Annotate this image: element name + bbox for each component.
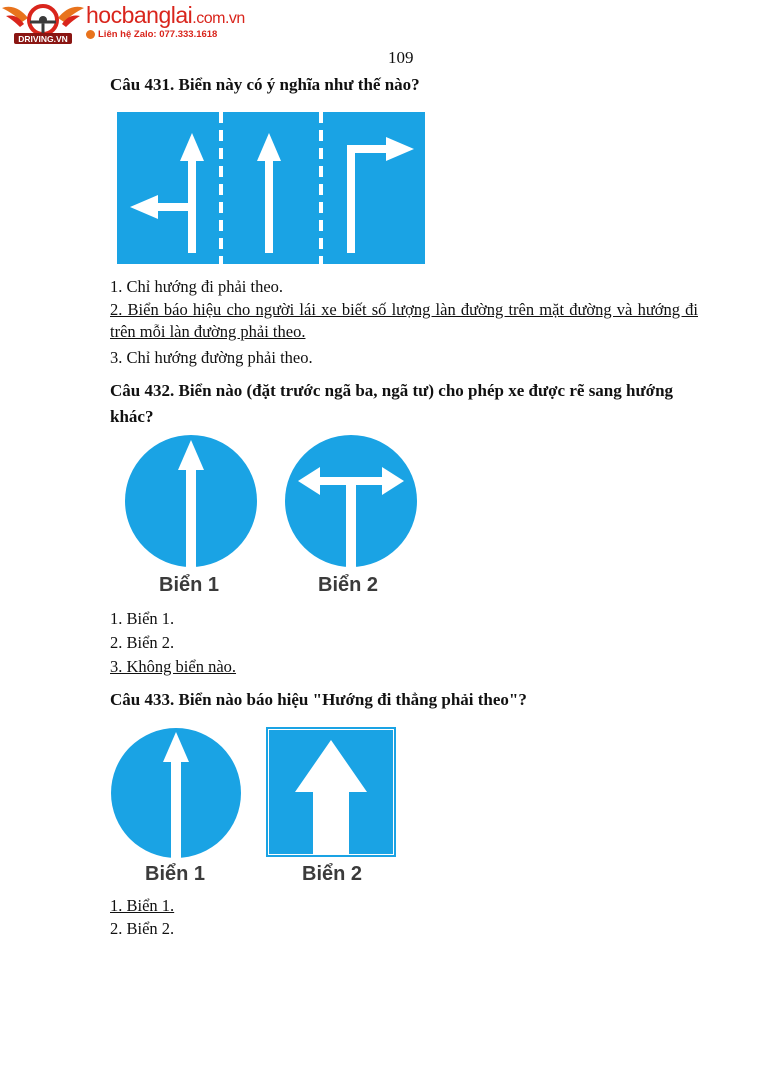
- sign-straight-ahead-square: [265, 726, 397, 858]
- question-433-answer-1-correct: 1. Biển 1.: [110, 896, 175, 915]
- question-432-caption-2: Biển 2: [318, 574, 379, 596]
- question-432-answer-1: 1. Biển 1.: [110, 609, 175, 628]
- question-432-caption-1: Biển 1: [159, 574, 220, 596]
- sign-straight-ahead-round: [110, 726, 242, 860]
- emblem-text: DRIVING.VN: [18, 34, 68, 44]
- page-number: 109: [388, 48, 414, 67]
- question-431-answer-2-correct: 2. Biển báo hiệu cho người lái xe biết số lượng làn đường trên mặt đường và hướng đi trên mỗi làn đường phải theo.: [110, 300, 698, 341]
- steering-wheel-wings-icon: [0, 0, 86, 46]
- question-433-caption-2: Biển 2: [302, 863, 363, 885]
- question-431-answer-3: 3. Chỉ hướng đường phải theo.: [110, 348, 313, 367]
- phone-icon: [86, 30, 95, 39]
- lane-direction-sign: [114, 109, 428, 267]
- question-432-answer-3-correct: 3. Không biển nào.: [110, 657, 237, 676]
- question-433-caption-1: Biển 1: [145, 863, 206, 885]
- question-433-answer-2: 2. Biển 2.: [110, 919, 175, 938]
- question-431-title: Câu 431. Biển này có ý nghĩa như thế nào?: [110, 75, 420, 94]
- site-name: [86, 2, 245, 29]
- sign-turn-left-or-right-round: [284, 434, 418, 568]
- contact-text: Liên hệ Zalo: 077.333.1618: [98, 29, 218, 40]
- site-name-main: hocbanglai: [86, 2, 193, 28]
- contact-line: [86, 29, 217, 40]
- site-logo: [0, 0, 245, 48]
- site-name-suffix: .com.vn: [192, 10, 245, 27]
- question-431-answer-1: 1. Chỉ hướng đi phải theo.: [110, 277, 284, 296]
- question-432-answer-2: 2. Biển 2.: [110, 633, 175, 652]
- question-433-title: Câu 433. Biển nào báo hiệu "Hướng đi thẳng phải theo"?: [110, 690, 527, 709]
- question-432-title: Câu 432. Biển nào (đặt trước ngã ba, ngã tư) cho phép xe được rẽ sang hướng khác?: [110, 381, 674, 426]
- sign-straight-ahead-round: [124, 434, 258, 568]
